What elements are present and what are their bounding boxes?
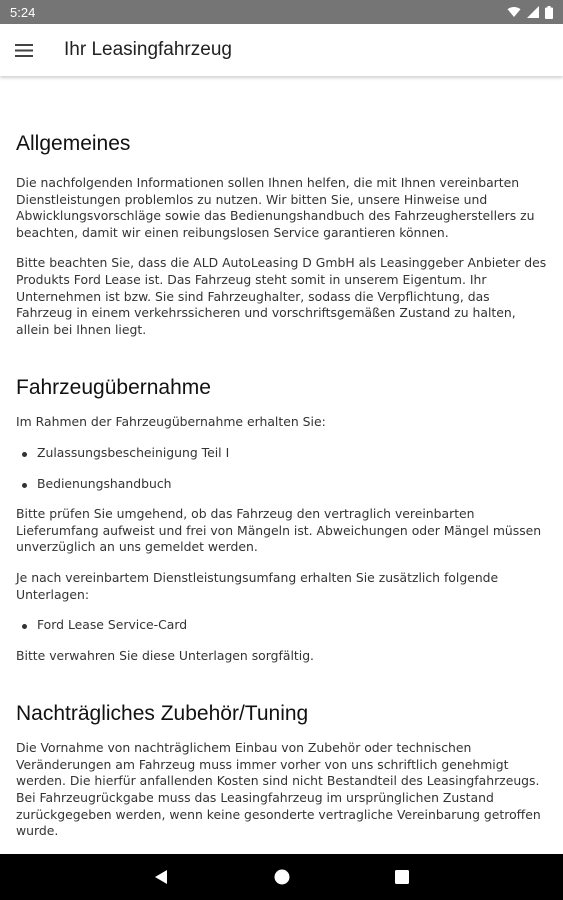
menu-icon	[15, 44, 33, 57]
text-line: Lieferumfang aufweist und frei von Mängeln ist. Abweichungen oder Mängel müssen	[16, 522, 542, 538]
content-scroll-area[interactable]	[0, 76, 563, 854]
section-allgemeines	[16, 76, 547, 338]
text-line: Bitte prüfen Sie umgehend, ob das Fahrzeug den vertraglich vereinbarten	[16, 506, 475, 522]
paragraph	[16, 740, 547, 840]
signal-icon	[527, 6, 539, 18]
text-line: Veränderungen am Fahrzeug muss immer vorher von uns schriftlich genehmigt	[16, 756, 509, 772]
section-heading: Fahrzeugübernahme	[16, 376, 211, 400]
bullet	[22, 624, 27, 629]
text-line: Abwicklungsvorschläge sowie das Bedienungshandbuch des Fahrzeugherstellers zu	[16, 208, 535, 224]
section-heading: Nachträgliches Zubehör/Tuning	[16, 702, 309, 726]
document-list	[16, 445, 547, 492]
page-title: Ihr Leasingfahrzeug	[64, 39, 232, 60]
section-zubehoer-tuning	[16, 664, 547, 840]
list-item	[16, 445, 547, 462]
home-button[interactable]	[252, 854, 312, 900]
status-bar	[0, 0, 563, 24]
text-line: Produkts Ford Lease ist. Das Fahrzeug steht somit in unserem Eigentum. Ihr	[16, 271, 487, 287]
text-line: Die Vornahme von nachträglichem Einbau von Zubehör oder technischen	[16, 740, 472, 756]
text-line: Fahrzeug in einem verkehrssicheren und vorschriftsgemäßen Zustand zu halten,	[16, 305, 516, 321]
app-bar	[0, 24, 563, 76]
list-item-label: Ford Lease Service-Card	[37, 617, 188, 633]
menu-button[interactable]	[0, 26, 48, 74]
text-line: Dienstleistungen problemlos zu nutzen. Wir bitten Sie, unsere Hinweise und	[16, 191, 488, 207]
paragraph	[16, 570, 547, 603]
text-line: Die nachfolgenden Informationen sollen Ihnen helfen, die mit Ihnen vereinbarten	[16, 175, 520, 190]
section-fahrzeuguebernahme	[16, 338, 547, 664]
home-icon	[274, 869, 290, 885]
paragraph	[16, 175, 547, 241]
section-heading: Allgemeines	[16, 132, 131, 155]
wifi-icon	[507, 6, 521, 18]
battery-icon	[545, 6, 553, 19]
list-item-label: Zulassungsbescheinigung Teil I	[37, 444, 230, 460]
text-line: Bei Fahrzeugrückgabe muss das Leasingfahrzeug im ursprünglichen Zustand	[16, 790, 494, 806]
paragraph	[16, 506, 547, 556]
list-item-label: Bedienungshandbuch	[37, 475, 172, 491]
text-line: wurde.	[16, 823, 59, 839]
back-button[interactable]	[131, 854, 191, 900]
navigation-bar	[0, 854, 563, 900]
back-icon	[154, 869, 168, 885]
document-list	[16, 617, 547, 634]
text-line: allein bei Ihnen liegt.	[16, 321, 147, 337]
list-item	[16, 617, 547, 634]
text-line: Je nach vereinbartem Dienstleistungsumfang erhalten Sie zusätzlich folgende	[16, 569, 499, 585]
paragraph: Im Rahmen der Fahrzeugübernahme erhalten Sie:	[16, 414, 326, 430]
text-line: Bitte beachten Sie, dass die ALD AutoLeasing D GmbH als Leasinggeber Anbieter des	[16, 255, 547, 271]
paragraph: Bitte verwahren Sie diese Unterlagen sorgfältig.	[16, 647, 314, 663]
text-line: zurückgegeben werden, wenn keine gesonderte vertragliche Vereinbarung getroffen	[16, 806, 541, 822]
recents-icon	[395, 870, 409, 884]
text-line: werden. Die hierfür anfallenden Kosten sind nicht Bestandteil des Leasingfahrzeugs.	[16, 773, 540, 789]
text-line: beachten, damit wir einen reibungslosen Service garantieren können.	[16, 224, 449, 240]
status-icons	[507, 6, 553, 19]
text-line: Unterlagen:	[16, 586, 90, 602]
list-item	[16, 476, 547, 493]
bullet	[22, 483, 27, 488]
bullet	[22, 452, 27, 457]
text-line: Unternehmen ist bzw. Sie sind Fahrzeughalter, sodass die Verpflichtung, das	[16, 288, 490, 304]
text-line: unverzüglich an uns gemeldet werden.	[16, 539, 258, 555]
recents-button[interactable]	[372, 854, 432, 900]
status-time: 5:24	[10, 4, 36, 20]
paragraph	[16, 255, 547, 338]
